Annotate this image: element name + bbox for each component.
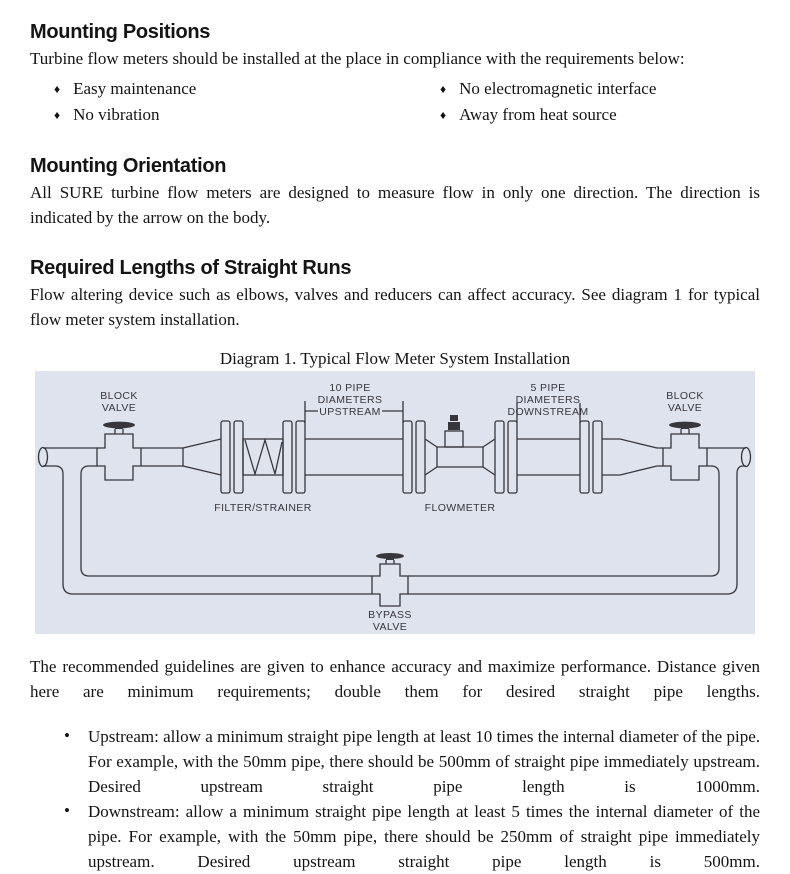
bypass-valve <box>372 553 408 606</box>
list-item <box>440 102 656 128</box>
diamond-bullet-icon: ♦ <box>54 82 61 96</box>
list-item-text: Away from heat source <box>459 105 617 124</box>
list-item <box>54 76 440 102</box>
list-item <box>30 799 760 874</box>
block-valve-right <box>663 422 707 480</box>
mounting-orientation-text: All SURE turbine flow meters are designed to measure flow in only one direction. The direction is indicated by the arrow on the body. <box>30 183 760 227</box>
list-item <box>440 76 656 102</box>
bypass-valve-label: VALVE <box>372 621 408 633</box>
flow-meter-installation-diagram <box>35 371 755 634</box>
pipe-downstream-run <box>517 421 663 493</box>
inlet-pipe <box>39 448 98 475</box>
diagram-panel <box>35 371 755 634</box>
filter-strainer <box>221 421 305 493</box>
list-item-text: No vibration <box>73 105 160 124</box>
flowmeter-label: FLOWMETER <box>424 502 496 514</box>
dimension-upstream-label: 10 PIPE <box>329 382 371 394</box>
required-lengths-text: Flow altering device such as elbows, valves and reducers can affect accuracy. See diagram 1 for typical flow meter system installation. <box>30 285 760 329</box>
diamond-bullet-icon: ♦ <box>54 108 61 122</box>
bypass-valve-label: BYPASS <box>368 609 412 621</box>
requirements-list-right-column <box>440 76 656 128</box>
filter-strainer-label: FILTER/STRAINER <box>214 502 312 514</box>
list-item <box>54 102 440 128</box>
round-bullet-icon: • <box>64 801 70 820</box>
list-item <box>30 724 760 799</box>
requirements-list-left-column <box>54 76 440 128</box>
diagram-component-labels <box>100 390 704 633</box>
pipe-upstream-run <box>305 439 403 475</box>
block-valve-right-label: BLOCK <box>666 390 704 402</box>
dimension-upstream <box>305 382 403 423</box>
block-valve-left <box>97 422 141 480</box>
heading-required-lengths: Required Lengths of Straight Runs <box>30 257 352 279</box>
round-bullet-icon: • <box>64 726 70 745</box>
mounting-positions-intro: Turbine flow meters should be installed at the place in compliance with the requirements below: <box>30 49 685 68</box>
diagram-caption: Diagram 1. Typical Flow Meter System Installation <box>219 349 571 368</box>
dimension-downstream <box>508 382 589 423</box>
dimension-upstream-label: DIAMETERS <box>317 394 383 406</box>
guidelines-text: The recommended guidelines are given to enhance accuracy and maximize performance. Distance given here are minimum requirements; double them for desired straight pipe lengths. <box>30 657 760 701</box>
heading-mounting-orientation: Mounting Orientation <box>30 155 227 177</box>
diamond-bullet-icon: ♦ <box>440 108 447 122</box>
block-valve-left-label: BLOCK <box>100 390 138 402</box>
block-valve-left-label: VALVE <box>101 402 137 414</box>
guidelines-list <box>30 724 760 874</box>
list-item-text: No electromagnetic interface <box>459 79 657 98</box>
list-item-text: Easy maintenance <box>73 79 197 98</box>
dimension-downstream-label: 5 PIPE <box>530 382 566 394</box>
heading-mounting-positions: Mounting Positions <box>30 21 211 43</box>
diamond-bullet-icon: ♦ <box>440 82 447 96</box>
flowmeter <box>403 415 517 493</box>
dimension-downstream-label: DIAMETERS <box>515 394 581 406</box>
list-item-text: Downstream: allow a minimum straight pipe length at least 5 times the internal diameter of the pipe. For example, with the 50mm pipe, there should be 250mm of straight pipe immediately upstream. Desired upstream straight pipe length is 500mm. <box>88 802 760 871</box>
dimension-downstream-label: DOWNSTREAM <box>507 406 589 418</box>
list-item-text: Upstream: allow a minimum straight pipe length at least 10 times the internal diameter of the pipe. For example, with the 50mm pipe, there should be 500mm of straight pipe immediately upstream. Desired upstream straight pipe length is 1000mm. <box>88 727 760 796</box>
dimension-upstream-label: UPSTREAM <box>319 406 381 418</box>
pipe-expansion <box>141 439 221 475</box>
outlet-pipe <box>707 448 751 475</box>
block-valve-right-label: VALVE <box>667 402 703 414</box>
requirements-list <box>30 71 760 128</box>
